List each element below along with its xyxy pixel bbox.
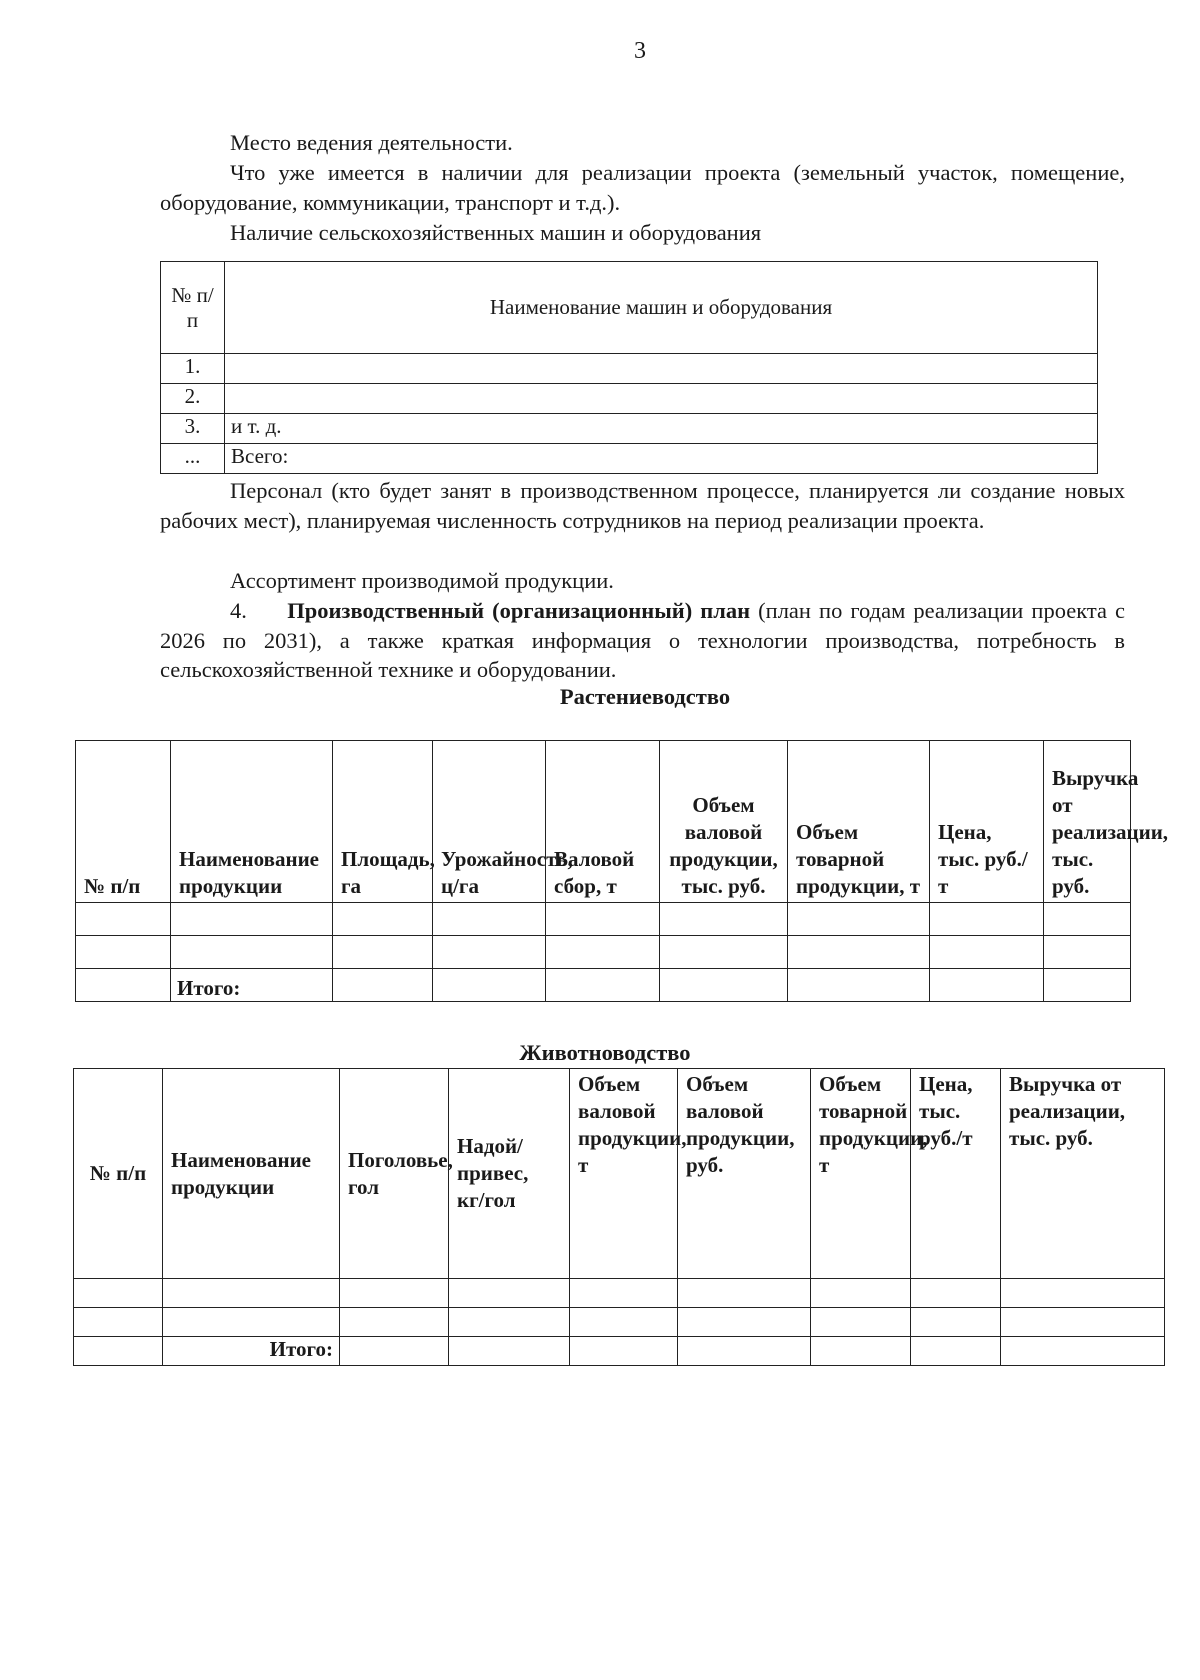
livestock-header: Выручка от реализации, тыс. руб. [1001, 1069, 1165, 1279]
livestock-header: Цена, тыс. руб./т [911, 1069, 1001, 1279]
livestock-total-label: Итого: [163, 1337, 340, 1366]
machines-row-num: 1. [161, 354, 225, 384]
paragraph-production-plan [160, 596, 1125, 685]
machines-table [160, 261, 1098, 474]
plan-title: Производственный (организационный) план [287, 598, 751, 623]
plan-number: 4. [230, 598, 247, 623]
crop-section-title: Растениеводство [559, 684, 731, 709]
crop-header: Наименование продукции [171, 741, 333, 903]
machines-row-name: и т. д. [225, 414, 1098, 444]
machines-header-num: № п/п [161, 262, 225, 354]
paragraph-machines-intro: Наличие сельскохозяйственных машин и оборудования [230, 220, 762, 245]
paragraph-assortment: Ассортимент производимой продукции. [230, 568, 614, 593]
table-row [76, 903, 1131, 936]
table-row-total [74, 1337, 1165, 1366]
machines-row-name [225, 384, 1098, 414]
machines-row-num: 2. [161, 384, 225, 414]
livestock-header: Объем валовой продукции, руб. [678, 1069, 811, 1279]
crop-header: Цена, тыс. руб./т [930, 741, 1044, 903]
paragraph-location: Место ведения деятельности. [230, 130, 513, 155]
crop-header: Выручка от реализации, тыс. руб. [1044, 741, 1131, 903]
machines-header-name: Наименование машин и оборудования [225, 262, 1098, 354]
crop-header: Объем валовой продукции, тыс. руб. [660, 741, 788, 903]
crop-table [75, 740, 1169, 1002]
paragraph-personnel: Персонал (кто будет занят в производственном процессе, планируется ли создание новых рабочих мест), планируемая численность сотрудников на период реализации проекта. [160, 478, 1125, 533]
livestock-header: № п/п [74, 1069, 163, 1279]
table-row [74, 1308, 1165, 1337]
crop-header: № п/п [76, 741, 171, 903]
crop-header: Площадь, га [333, 741, 433, 903]
table-row [76, 936, 1131, 969]
page-number: 3 [634, 38, 646, 64]
livestock-table [73, 1068, 1165, 1366]
machines-row-total: Всего: [225, 444, 1098, 474]
crop-header: Валовой сбор, т [546, 741, 660, 903]
machines-row-name [225, 354, 1098, 384]
crop-header: Урожайность, ц/га [433, 741, 546, 903]
crop-header: Объем товарной продукции, т [788, 741, 930, 903]
livestock-header: Поголовье, гол [340, 1069, 449, 1279]
livestock-header: Объем валовой продукции, т [570, 1069, 678, 1279]
table-row [74, 1279, 1165, 1308]
livestock-header: Наименование продукции [163, 1069, 340, 1279]
livestock-section-title: Животноводство [519, 1040, 691, 1065]
machines-row-num: ... [161, 444, 225, 474]
livestock-header: Объем товарной продукции, т [811, 1069, 911, 1279]
crop-total-label: Итого: [171, 969, 333, 1002]
livestock-header: Надой/ привес, кг/гол [449, 1069, 570, 1279]
paragraph-available: Что уже имеется в наличии для реализации проекта (земельный участок, помещение, оборудование, коммуникации, транспорт и т.д.). [160, 160, 1125, 215]
table-row-total [76, 969, 1131, 1002]
plan-text: (план по годам реализации проекта с 2026 по 2031), а также краткая информация о технологии производства, потребность в сельскохозяйственной технике и оборудовании. [160, 598, 1125, 682]
machines-row-num: 3. [161, 414, 225, 444]
